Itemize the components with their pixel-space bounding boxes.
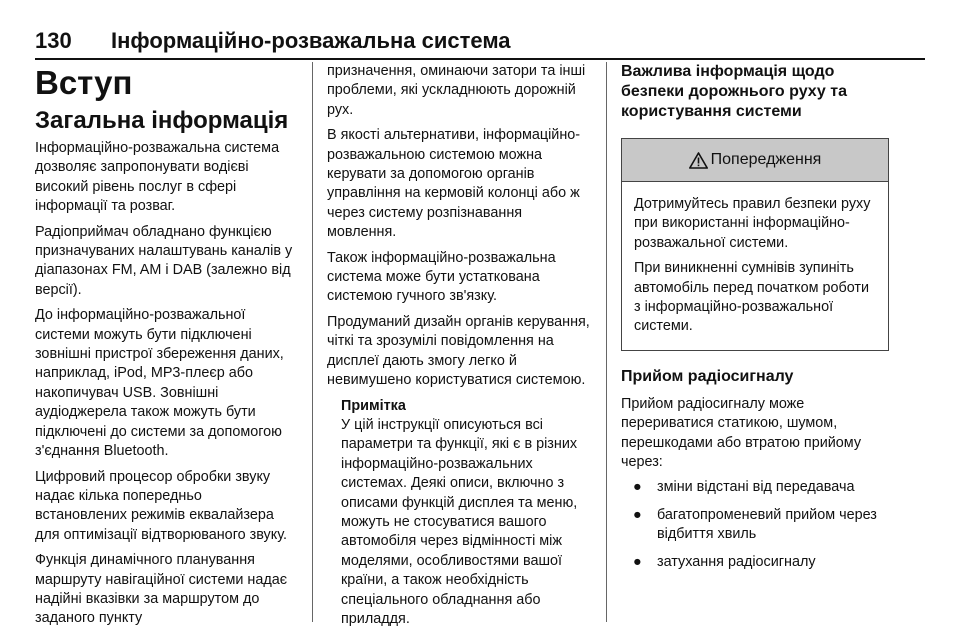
list-item-text: зміни відстані від передавача [657, 479, 855, 496]
column-1 [35, 62, 297, 635]
paragraph: До інформаційно-розважальної системи можуть бути підключені зовнішні пристрої збереження даних, наприклад, iPod, MP3-плеєр або накопичувач USB. Зовнішні аудіоджерела також можуть бути підключені до системи за допомогою з'єднання Bluetooth. [35, 307, 284, 460]
note-title: Примітка [341, 397, 406, 414]
note-text: У цій інструкції описуються всі параметри та функції, які є в різних інформаційно-розважальних системах. Деякі описи, включно з описами функцій дисплея та меню, можуть не стосуватися вашого автомобіля через відмінності між моделями, особливостями вашої країни, а також необхідність спеціального обладнання або приладдя. [341, 416, 578, 627]
warning-box [621, 138, 889, 351]
warning-text: Дотримуйтесь правил безпеки руху при використанні інформаційно-розважальної системи. [634, 196, 871, 251]
warning-title: Попередження [710, 151, 822, 168]
paragraph: В якості альтернативи, інформаційно-розважальною системою можна керувати за допомогою органів управління на кермовій колонці або ж через систему розпізнавання мовлення. [327, 127, 581, 241]
paragraph: Радіоприймач обладнано функцією призначуваних налаштувань каналів у діапазонах FM, AM і DAB (залежно від версії). [35, 223, 293, 298]
warning-triangle-icon [689, 152, 708, 169]
list-item-text: багатопроменевий прийом через відбиття хвиль [657, 506, 877, 543]
warning-header [622, 139, 888, 182]
bullet-icon: ● [633, 553, 642, 570]
page-number: 130 [35, 28, 72, 53]
radio-reception-heading: Прийом радіосигналу [621, 367, 794, 385]
section-title: Вступ [35, 64, 133, 101]
paragraph: Інформаційно-розважальна система дозволяє запропонувати водієві високий рівень послуг в сфері інформації та розваг. [35, 140, 280, 215]
warning-text: При виникненні сумнівів зупиніть автомобіль перед початком роботи з інформаційно-розважальної системи. [634, 260, 870, 335]
warning-body [622, 182, 888, 350]
paragraph: Також інформаційно-розважальна система може бути устаткована системою гучного зв'язку. [327, 249, 556, 305]
list-item [621, 506, 889, 545]
safety-heading: Важлива інформація щодо безпеки дорожнього руху та користування системи [621, 63, 847, 120]
list-item-text: затухання радіосигналу [657, 553, 816, 570]
page-header [35, 28, 925, 62]
column-divider-2 [606, 62, 607, 622]
subsection-title: Загальна інформація [35, 107, 289, 134]
bullet-icon: ● [633, 506, 642, 523]
paragraph: Цифровий процесор обробки звуку надає кілька попередньо встановлених режимів еквалайзера для оптимізації відтворюваного звуку. [35, 468, 287, 543]
note-block [341, 397, 591, 630]
column-2 [327, 62, 591, 629]
column-3 [621, 62, 889, 580]
running-title: Інформаційно-розважальна система [111, 28, 511, 53]
list-item [621, 478, 889, 497]
header-rule [35, 58, 925, 60]
bullet-icon: ● [633, 479, 642, 496]
list-item [621, 553, 889, 572]
column-divider-1 [312, 62, 313, 622]
paragraph: Продуманий дизайн органів керування, чіткі та зрозумілі повідомлення на дисплеї дають змогу легко й невимушено користуватися системою. [327, 313, 590, 389]
paragraph: Прийом радіосигналу може перериватися статикою, шумом, перешкодами або втратою прийому через: [621, 395, 862, 471]
bullet-list [621, 478, 889, 572]
paragraph: Функція динамічного планування маршруту навігаційної системи надає надійні вказівки за маршрутом до заданого пункту [35, 552, 288, 627]
paragraph: призначення, оминаючи затори та інші проблеми, які ускладнюють дорожній рух. [327, 63, 586, 118]
